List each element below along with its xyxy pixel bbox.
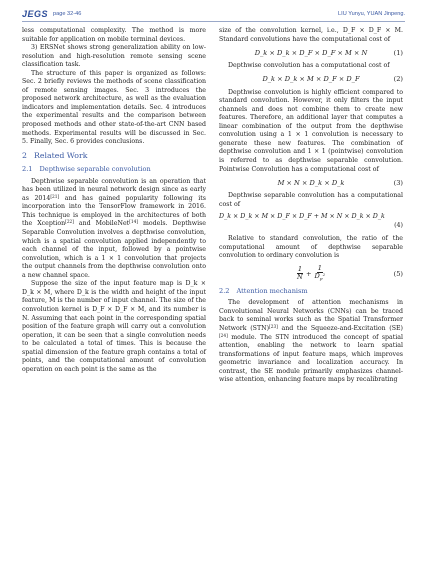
page-range: page 32-46: [53, 11, 82, 17]
paragraph: 3) ERSNet shows strong generalization ability on low-resolution and high-resolution remote sensing scene classification task.: [22, 44, 206, 69]
header-rule: [22, 21, 405, 22]
paragraph: Suppose the size of the input feature map is D_k × D_k × M, where D_k is the width and height of the input feature, M is the number of input channel. The size of the convolution kernel is D_F × D_F × M, and its number is N. Assuming that each point in the corresponding spatial position of the feature graph will carry out a convolution operation, it can be seen that a single convolution needs to be calculated a total of times. This is because the spatial dimension of the feature graph contains a total of points, and the computational amount of convolution operation on each point is the same as the: [22, 280, 206, 373]
equation-number: (5): [393, 269, 403, 278]
paragraph: The structure of this paper is organized as follows: Sec. 2 briefly reviews the methods of scene classification of remote sensing images. Sec. 3 introduces the proposed network architecture, as well as the evaluation indicators and implementation details. Sec. 4 introduces the experimental results and the comparison between proposed methods and other state-of-the-art CNN based methods. Experimental results will be discussed in Sec. 5. Finally, Sec. 6 provides conclusions.: [22, 69, 206, 146]
equation-3: [219, 178, 403, 188]
subsection-heading: [22, 165, 206, 174]
section-title: Related Work: [33, 150, 88, 160]
equation-body: D_k × D_k × M × D_F × D_F: [262, 75, 360, 84]
equation-number: (4): [394, 222, 403, 230]
subsection-heading: [219, 287, 403, 296]
section-number: 2: [22, 150, 27, 160]
running-authors: LIU Yunyu, YUAN Jinpeng.: [338, 11, 405, 17]
equation-body: D_k × D_k × D_F × D_F × M × N: [254, 48, 368, 57]
text-run: Depthwise separable convolution is an operation that has been utilized in neural network design since as early as 2014: [22, 177, 206, 202]
fraction-one-over-df-squared: $\frac{1}{D_F^2}$: [314, 264, 326, 282]
section-heading: [22, 152, 206, 161]
equation-2: [219, 75, 403, 85]
paragraph: Depthwise separable convolution has a computational cost of: [219, 192, 403, 208]
fraction-one-over-n: 1 N: [297, 265, 303, 282]
equation-1: [219, 48, 403, 58]
citation: [23]: [269, 325, 278, 331]
equation-body: D_k × D_k × M × D_F × D_F + M × N × D_k × D_k: [219, 213, 385, 221]
citation: [22]: [65, 220, 74, 226]
paragraph: [22, 178, 206, 281]
subsection-title: Depthwise separable convolution: [39, 165, 151, 174]
subsection-title: Attention mechanism: [236, 286, 308, 295]
journal-logo: JEGS: [22, 9, 49, 19]
paragraph: less computational complexity. The method is more suitable for application on mobile terminal devices.: [22, 27, 206, 43]
equation-number: (2): [393, 75, 403, 84]
equation-5: [219, 265, 403, 283]
text-run: module. The STN introduced the concept of spatial attention, enabling the network to learn spatial transformations of input feature maps, which improves geometric invariance and localization accuracy. In contrast, the SE module primarily emphasizes channel-wise attention, enhancing feature maps by recalibrating: [219, 333, 403, 384]
equation-4: [219, 212, 403, 232]
equation-body: M × N × D_k × D_k: [277, 178, 345, 187]
paragraph: Depthwise convolution has a computational cost of: [228, 62, 390, 70]
text-run: and has gained popularity following its incorporation into the TensorFlow framework in 2016. This technique is employed in the architectures of both the Xception: [22, 194, 206, 228]
text-run: and MobileNet: [73, 220, 130, 228]
header-left: [22, 9, 81, 19]
text-run: models. Depthwise Separable Convolution involves a depthwise convolution, which is a spatial convolution applied independently to each channel of the input, followed by a pointwise convolution, which is a 1 × 1 convolution that projects the output channels from the depthwise convolution onto a new channel space.: [22, 220, 206, 279]
paragraph: Relative to standard convolution, the ratio of the computational amount of depthwise separable convolution to ordinary convolution is: [219, 235, 403, 260]
text-run: and the Squeeze-and-Excitation (SE): [277, 325, 403, 333]
right-column: [219, 27, 403, 385]
paragraph: [219, 299, 403, 384]
equation-body: 1 N + $\frac{1}{D_F^2}$: [297, 264, 326, 282]
page-header: [22, 8, 405, 20]
text-run: The development of attention mechanisms in Convolutional Neural Networks (CNNs) can be traced back to seminal works such as the Spatial Transformer Network (STN): [219, 299, 403, 333]
paragraph: Depthwise convolution is highly efficient compared to standard convolution. However, it only filters the input channels and does not combine them to create new features. Therefore, an additional layer that computes a linear combination of the output from the depthwise convolution using a 1 × 1 convolution is necessary to generate these new features. The combination of depthwise convolution and 1 × 1 (pointwise) convolution is referred to as depthwise separable convolution. Pointwise Convolution has a computational cost of: [219, 88, 403, 173]
citation: [21]: [50, 194, 60, 200]
equation-number: (3): [393, 178, 403, 187]
paragraph: size of the convolution kernel, i.e., D_F × D_F × M. Standard convolutions have the computational cost of: [219, 27, 403, 43]
citation: [14]: [129, 220, 138, 226]
equation-number: (1): [393, 48, 403, 57]
citation: [24]: [219, 333, 228, 339]
left-column: [22, 27, 206, 374]
subsection-number: 2.2: [219, 286, 230, 295]
subsection-number: 2.1: [22, 165, 33, 174]
